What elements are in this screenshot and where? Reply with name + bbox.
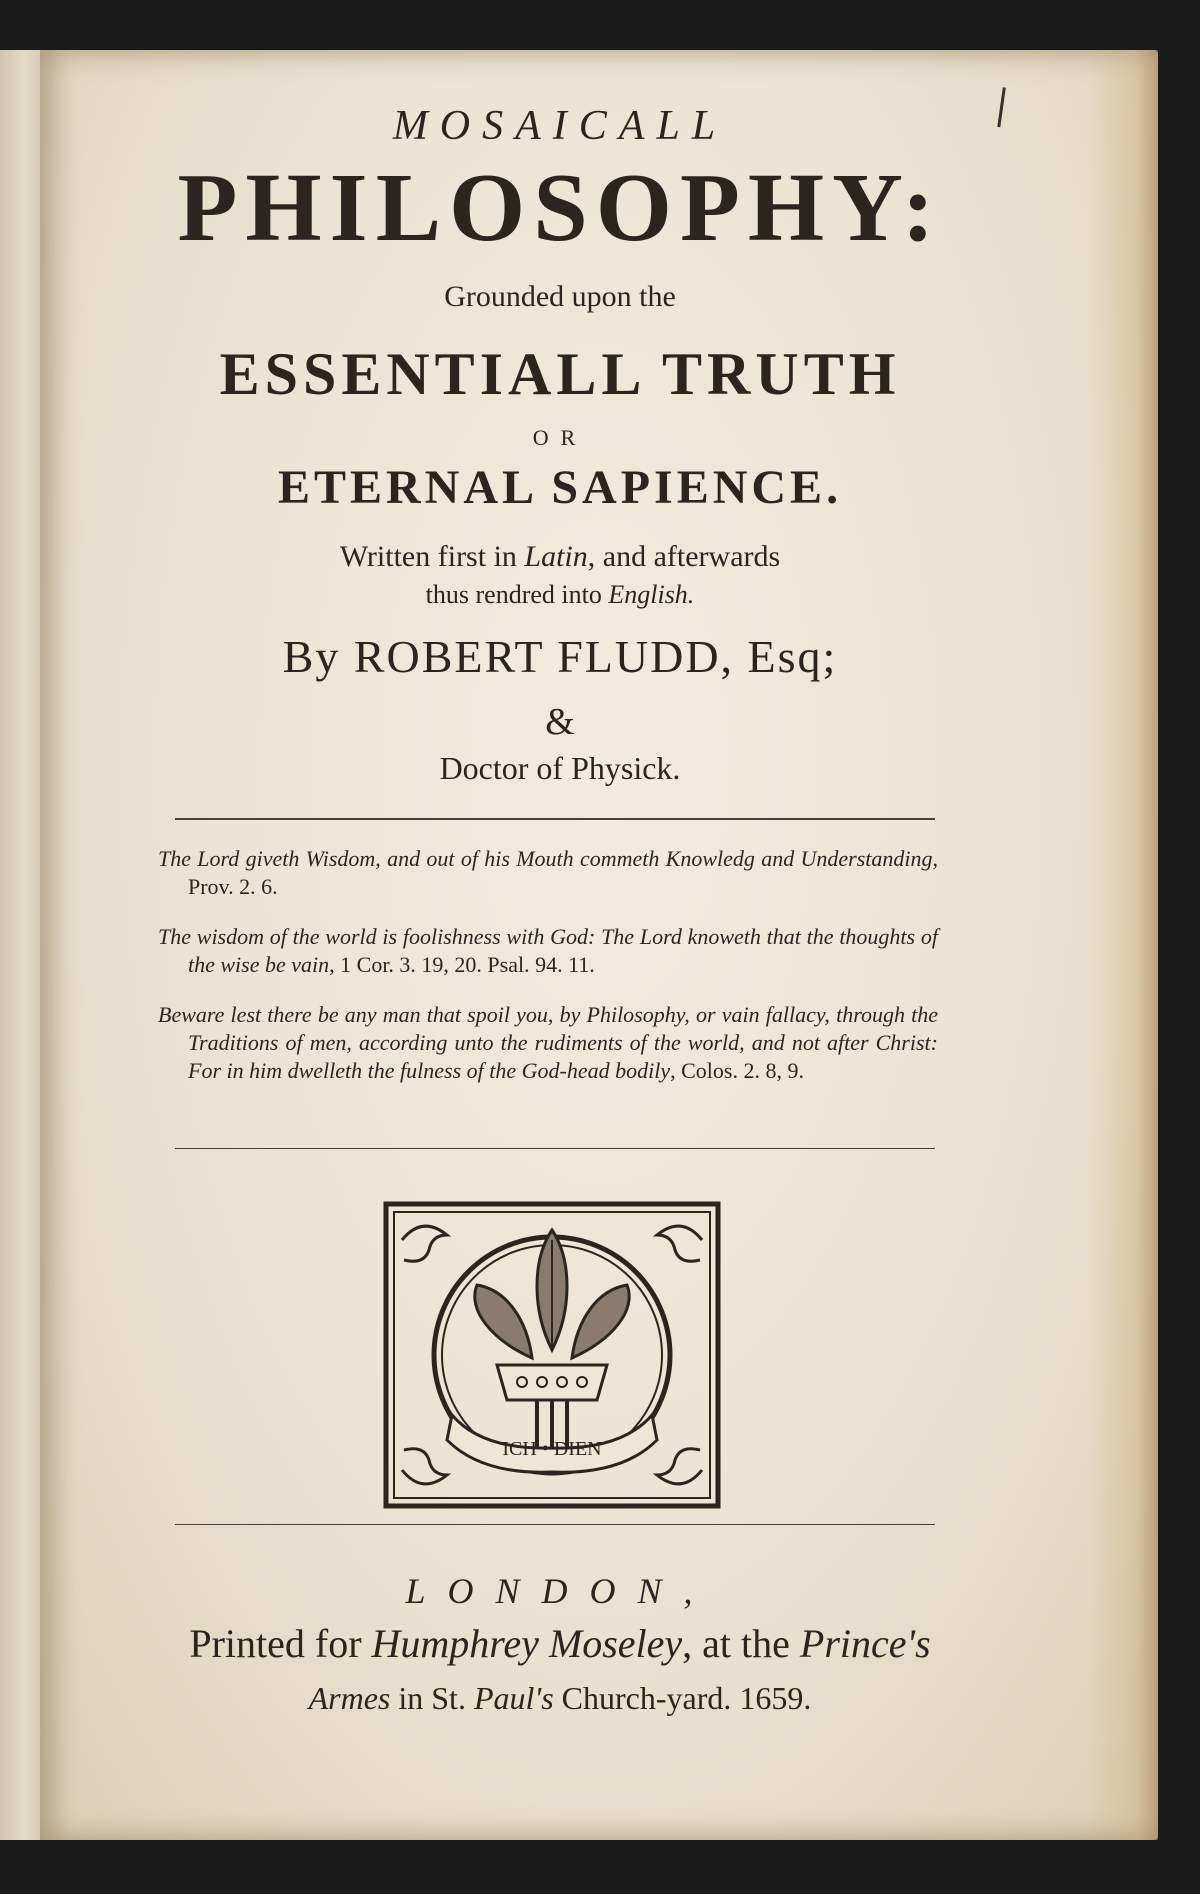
printers-device-emblem <box>382 1200 722 1510</box>
imprint-printed-pre: Printed for <box>189 1621 372 1666</box>
title-page <box>40 50 1158 1840</box>
title-line-philosophy: PHILOSOPHY: <box>177 154 943 262</box>
facing-page-edge <box>0 50 41 1840</box>
rendred-english: English. <box>608 580 695 609</box>
imprint-pauls: Paul's <box>473 1680 554 1716</box>
imprint-churchyard-year: Church-yard. 1659. <box>553 1680 812 1716</box>
rendred-pre: thus rendred into <box>425 580 609 609</box>
title-line-mosaicall: MOSAICALL <box>392 103 728 149</box>
doctor-line: Doctor of Physick. <box>439 750 681 786</box>
subtitle-or: OR <box>532 425 588 450</box>
feathers-crown-emblem-icon <box>382 1200 722 1510</box>
emblem-motto: ICH • DIEN <box>502 1438 602 1460</box>
ampersand: & <box>545 701 575 743</box>
imprint-printed-line <box>40 1620 1080 1667</box>
quote-ref: 1 Cor. 3. 19, 20. Psal. 94. 11. <box>334 952 595 977</box>
quote-item <box>158 923 938 979</box>
written-latin: Latin <box>524 540 588 573</box>
imprint-in-st: in St. <box>390 1680 474 1716</box>
quote-text: Beware lest there be any man that spoil you, by Philosophy, or vain fallacy, through the Traditions of men, according unto the rudiments of the world, and not after Christ: For in him dwelleth the fulness of the God-head bodily <box>158 1002 938 1083</box>
rendred-line <box>40 580 1080 610</box>
imprint-printer-name: Humphrey Moseley <box>371 1621 683 1666</box>
imprint-armes: Armes <box>308 1680 391 1716</box>
written-line <box>40 540 1080 574</box>
author-line: By ROBERT FLUDD, Esq; <box>282 631 838 682</box>
imprint-prince: Prince's <box>799 1621 931 1666</box>
divider-rule-bottom <box>175 1524 935 1525</box>
divider-rule-top <box>175 818 935 820</box>
subtitle-grounded: Grounded upon the <box>444 280 676 313</box>
subtitle-essentiall-truth: ESSENTIALL TRUTH <box>219 341 901 407</box>
quote-text: The Lord giveth Wisdom, and out of his Mouth commeth Knowledg and Understanding <box>158 846 933 871</box>
imprint-city: LONDON, <box>405 1571 715 1611</box>
divider-rule-middle <box>175 1148 935 1149</box>
quote-item <box>158 845 938 901</box>
written-pre: Written first in <box>339 540 525 573</box>
quote-text: The wisdom of the world is foolishness with God: The Lord knoweth that the thoughts of the wise be vain, <box>158 924 938 977</box>
page-content <box>40 50 1080 1840</box>
epigraph-quotes <box>158 845 938 1107</box>
imprint-address-line <box>40 1680 1080 1717</box>
quote-ref: , Prov. 2. 6. <box>188 846 938 899</box>
written-post: , and afterwards <box>587 540 781 573</box>
quote-item <box>158 1001 938 1085</box>
page-edge-stain <box>1088 50 1158 1840</box>
quote-ref: , Colos. 2. 8, 9. <box>670 1058 804 1083</box>
imprint-printed-mid: , at the <box>682 1621 800 1666</box>
subtitle-eternal-sapience: ETERNAL SAPIENCE. <box>277 461 843 514</box>
